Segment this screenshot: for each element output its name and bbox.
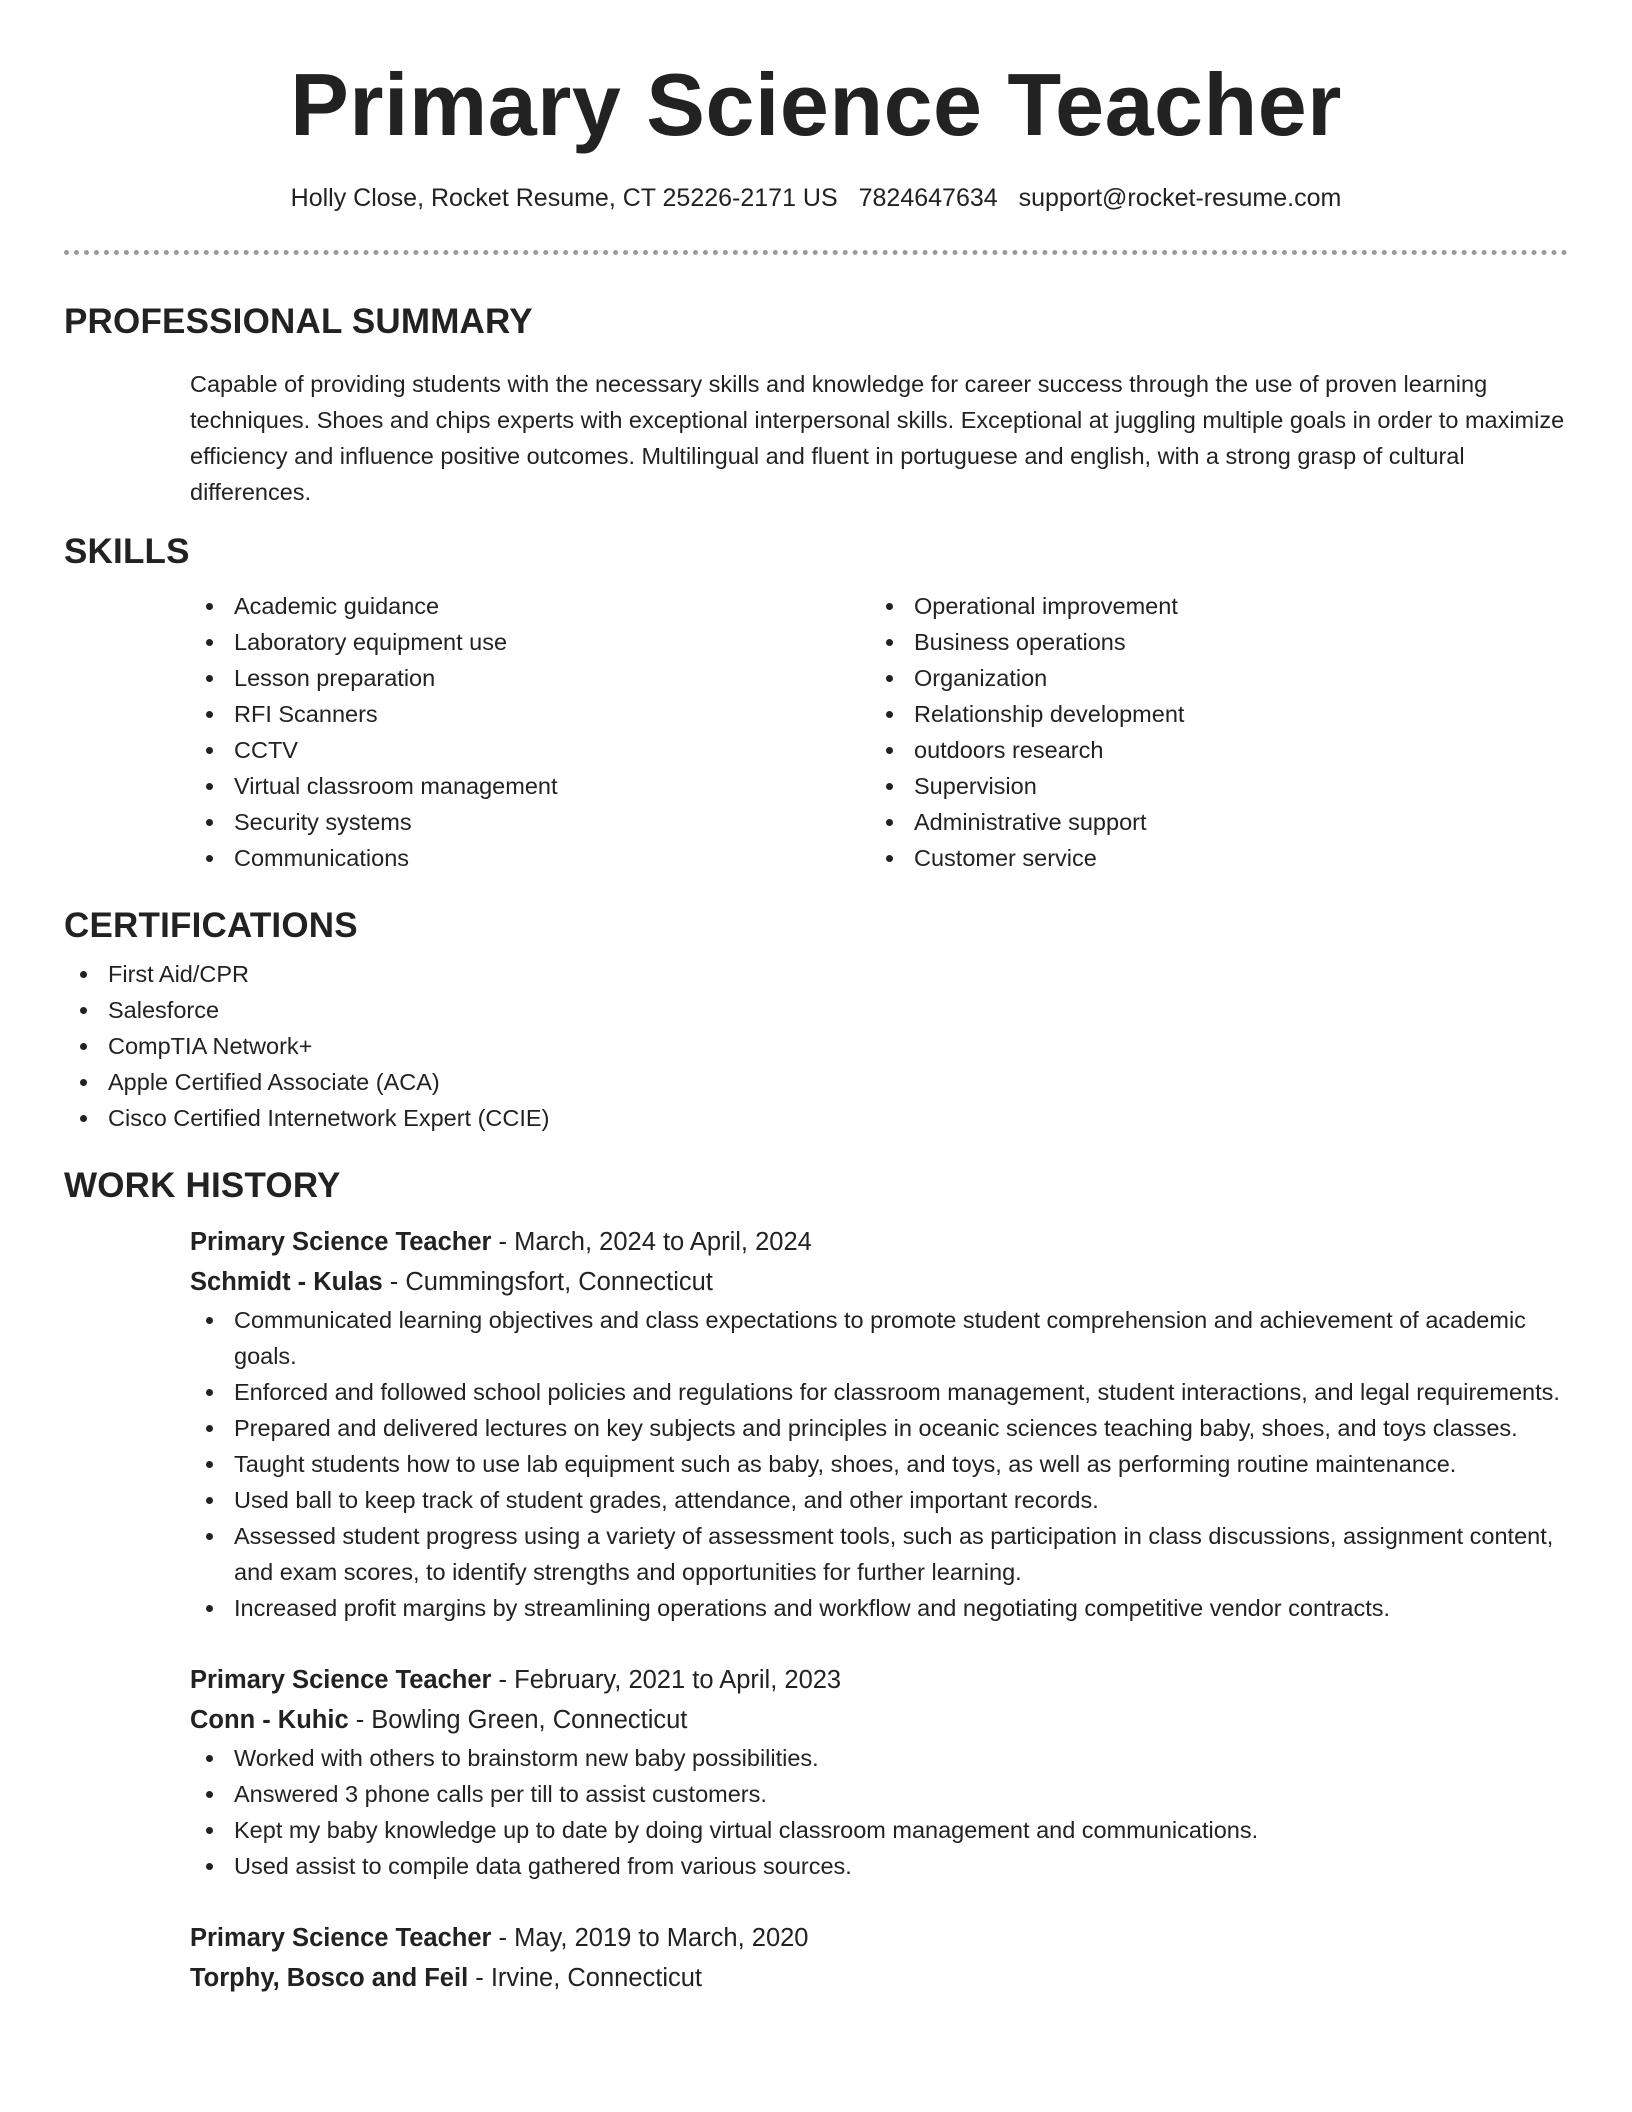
job-company-line (190, 1700, 1568, 1740)
certifications-list (64, 956, 1568, 1136)
certifications-section (64, 896, 1568, 1136)
job-bullet: Assessed student progress using a variety of assessment tools, such as participation in class discussions, assignment content, and exam scores, to identify strengths and opportunities for further learning. (190, 1518, 1568, 1590)
job-location: - Irvine, Connecticut (468, 1964, 703, 1992)
contact-line (0, 182, 1632, 214)
header-divider (64, 250, 1568, 255)
resume-content (64, 292, 1568, 1998)
skills-list-left (190, 588, 870, 876)
skills-column-left (190, 588, 870, 876)
job-title-line (190, 1222, 1568, 1262)
skill-item: Customer service (870, 840, 1550, 876)
skills-columns (190, 588, 1568, 876)
skill-item: Operational improvement (870, 588, 1550, 624)
summary-section (64, 292, 1568, 510)
job-bullet: Taught students how to use lab equipment such as baby, shoes, and toys, as well as performing routine maintenance. (190, 1446, 1568, 1482)
certification-item: Salesforce (64, 992, 1568, 1028)
job-entry (190, 1660, 1568, 1884)
skill-item: Laboratory equipment use (190, 624, 870, 660)
job-bullet: Used ball to keep track of student grades, attendance, and other important records. (190, 1482, 1568, 1518)
job-title-line (190, 1918, 1568, 1958)
work-history-section (64, 1156, 1568, 1998)
certifications-heading: CERTIFICATIONS (64, 906, 358, 945)
skill-item: RFI Scanners (190, 696, 870, 732)
job-location: - Bowling Green, Connecticut (348, 1706, 688, 1734)
job-bullet: Kept my baby knowledge up to date by doing virtual classroom management and communications. (190, 1812, 1568, 1848)
resume-name-title: Primary Science Teacher (290, 55, 1342, 154)
job-bullet: Prepared and delivered lectures on key subjects and principles in oceanic sciences teaching baby, shoes, and toys classes. (190, 1410, 1568, 1446)
job-company: Schmidt - Kulas (190, 1268, 383, 1296)
job-entry (190, 1918, 1568, 1998)
skill-item: CCTV (190, 732, 870, 768)
skills-heading: SKILLS (64, 532, 190, 571)
job-dates: - February, 2021 to April, 2023 (491, 1666, 842, 1694)
skill-item: outdoors research (870, 732, 1550, 768)
job-company-line (190, 1958, 1568, 1998)
job-dates: - May, 2019 to March, 2020 (491, 1924, 809, 1952)
certification-item: First Aid/CPR (64, 956, 1568, 992)
contact-address: Holly Close, Rocket Resume, CT 25226-2171 US (290, 184, 838, 212)
job-location: - Cummingsfort, Connecticut (382, 1268, 713, 1296)
job-bullet: Enforced and followed school policies and regulations for classroom management, student interactions, and legal requirements. (190, 1374, 1568, 1410)
job-role: Primary Science Teacher (190, 1924, 492, 1952)
skill-item: Business operations (870, 624, 1550, 660)
skill-item: Organization (870, 660, 1550, 696)
work-history-heading: WORK HISTORY (64, 1166, 341, 1205)
skill-item: Virtual classroom management (190, 768, 870, 804)
job-role: Primary Science Teacher (190, 1666, 492, 1694)
skill-item: Security systems (190, 804, 870, 840)
job-bullet: Used assist to compile data gathered from various sources. (190, 1848, 1568, 1884)
skill-item: Communications (190, 840, 870, 876)
job-bullets (64, 1740, 1568, 1884)
job-bullet: Increased profit margins by streamlining operations and workflow and negotiating competitive vendor contracts. (190, 1590, 1568, 1626)
skills-column-right (870, 588, 1550, 876)
certification-item: Cisco Certified Internetwork Expert (CCIE) (64, 1100, 1568, 1136)
job-entry (190, 1222, 1568, 1626)
skill-item: Academic guidance (190, 588, 870, 624)
job-title-line (190, 1660, 1568, 1700)
summary-text: Capable of providing students with the necessary skills and knowledge for career success through the use of proven learning techniques. Shoes and chips experts with exceptional interpersonal skills. Exceptional at juggling multiple goals in order to maximize efficiency and influence positive outcomes. Multilingual and fluent in portuguese and english, with a strong grasp of cultural differences. (190, 371, 1565, 505)
skills-list-right (870, 588, 1550, 876)
job-company: Conn - Kuhic (190, 1706, 349, 1734)
job-dates: - March, 2024 to April, 2024 (491, 1228, 812, 1256)
contact-email: support@rocket-resume.com (1018, 184, 1342, 212)
job-bullet: Answered 3 phone calls per till to assist customers. (190, 1776, 1568, 1812)
skill-item: Relationship development (870, 696, 1550, 732)
skill-item: Administrative support (870, 804, 1550, 840)
contact-phone: 7824647634 (858, 184, 998, 212)
job-company: Torphy, Bosco and Feil (190, 1964, 469, 1992)
skill-item: Lesson preparation (190, 660, 870, 696)
job-bullet: Worked with others to brainstorm new baby possibilities. (190, 1740, 1568, 1776)
certification-item: Apple Certified Associate (ACA) (64, 1064, 1568, 1100)
summary-heading: PROFESSIONAL SUMMARY (64, 302, 533, 341)
skills-section (64, 522, 1568, 876)
certification-item: CompTIA Network+ (64, 1028, 1568, 1064)
job-bullets (64, 1302, 1568, 1626)
job-company-line (190, 1262, 1568, 1302)
job-role: Primary Science Teacher (190, 1228, 492, 1256)
skill-item: Supervision (870, 768, 1550, 804)
job-bullet: Communicated learning objectives and class expectations to promote student comprehension and achievement of academic goals. (190, 1302, 1568, 1374)
